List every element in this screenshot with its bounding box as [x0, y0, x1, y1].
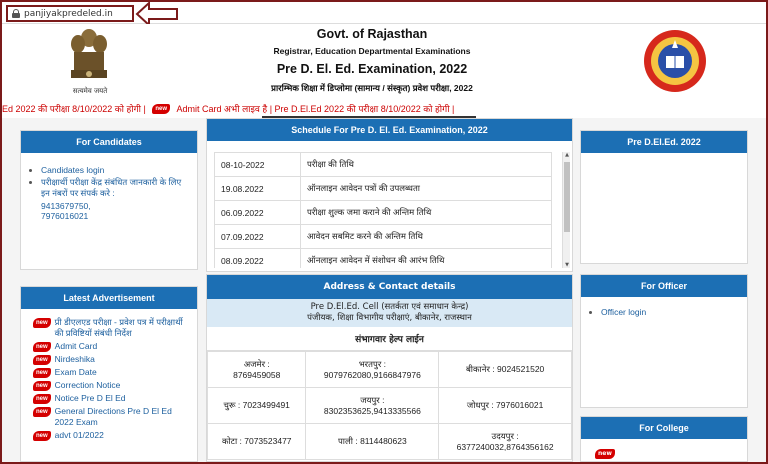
candidates-login-link[interactable]: Candidates login — [41, 165, 105, 175]
adv-item-general-directions[interactable] — [33, 406, 189, 428]
table-row — [215, 177, 552, 201]
helpline-cell: भरतपुर : 9079762080,9166847976 — [306, 352, 439, 388]
new-badge: new — [33, 318, 51, 328]
officer-login-link[interactable]: Officer login — [601, 307, 647, 317]
site-header — [2, 24, 766, 98]
table-row — [215, 153, 552, 177]
officer-login-item[interactable] — [601, 307, 739, 317]
adv-link[interactable]: Correction Notice — [54, 380, 121, 390]
govt-title: Govt. of Rajasthan — [316, 27, 428, 41]
new-badge: new — [33, 381, 51, 391]
schedule-panel-title: Schedule For Pre D. El. Ed. Examination, 2022 — [207, 119, 572, 141]
table-row — [215, 249, 552, 269]
schedule-table-wrap[interactable] — [214, 152, 552, 268]
exam-center-contact-text: परीक्षार्थी परीक्षा केंद्र संबंधित जानकारी के लिए इन नंबरों पर संपर्क करे : — [41, 177, 182, 198]
predeled-panel — [580, 130, 748, 264]
helpline-cell: जोधपुर : 7976016021 — [439, 388, 572, 424]
adv-item-notice[interactable] — [33, 393, 189, 404]
schedule-date: 19.08.2022 — [215, 177, 301, 201]
helpline-cell: बीकानेर : 9024521520 — [439, 352, 572, 388]
adv-link[interactable]: Admit Card — [54, 341, 98, 351]
address-panel-title: Address & Contact details — [207, 275, 572, 299]
marquee-text-2: Admit Card अभी लाइव है | Pre D.El.Ed 2022 की परीक्षा 8/10/2022 को होगी | — [176, 103, 455, 114]
adv-item-advt[interactable] — [33, 430, 189, 441]
hindi-title: प्रारम्भिक शिक्षा में डिप्लोमा (सामान्य / संस्कृत) प्रवेश परीक्षा, 2022 — [271, 83, 473, 93]
schedule-event: परीक्षा की तिथि — [301, 153, 552, 177]
adv-link[interactable]: General Directions Pre D El Ed 2022 Exam — [54, 406, 172, 427]
college-panel — [580, 416, 748, 462]
officer-panel-title: For Officer — [581, 275, 747, 297]
schedule-date: 07.09.2022 — [215, 225, 301, 249]
helpline-table — [207, 351, 572, 460]
schedule-scrollbar[interactable] — [562, 152, 570, 268]
table-row — [208, 424, 572, 460]
helpline-cell: जयपुर : 8302353625,9413335566 — [306, 388, 439, 424]
schedule-event: ऑनलाइन आवेदन पत्रों की उपलब्धता — [301, 177, 552, 201]
table-row — [215, 201, 552, 225]
college-panel-title: For College — [581, 417, 747, 439]
new-badge: new — [33, 368, 51, 378]
schedule-table — [214, 152, 552, 268]
registrar-title: Registrar, Education Departmental Examinations — [273, 46, 471, 56]
scroll-up-icon[interactable]: ▲ — [565, 152, 569, 158]
schedule-date: 08-10-2022 — [215, 153, 301, 177]
candidates-panel — [20, 130, 198, 270]
adv-link[interactable]: Nirdeshika — [54, 354, 95, 364]
scroll-thumb[interactable] — [564, 162, 570, 232]
adv-item-correction-notice[interactable] — [33, 380, 189, 391]
schedule-event: ऑनलाइन आवेदन में संशोधन की आरंभ तिथि — [301, 249, 552, 269]
new-badge: new — [33, 342, 51, 352]
exam-title: Pre D. El. Ed. Examination, 2022 — [276, 62, 468, 76]
arrow-left-icon — [135, 2, 179, 26]
table-row — [215, 225, 552, 249]
url-field[interactable] — [6, 5, 134, 22]
candidates-panel-title: For Candidates — [21, 131, 197, 153]
address-panel — [206, 274, 573, 462]
table-row — [208, 352, 572, 388]
emblem-caption: सत्यमेव जयते — [72, 87, 108, 95]
new-badge: new — [33, 355, 51, 365]
adv-item-exam-date[interactable] — [33, 367, 189, 378]
scroll-down-icon[interactable]: ▼ — [565, 262, 569, 268]
officer-panel — [580, 274, 748, 408]
adv-link[interactable]: Notice Pre D El Ed — [54, 393, 126, 403]
url-text: panjiyakpredeled.in — [24, 8, 113, 19]
adv-link[interactable]: प्री डीएलएड परीक्षा - प्रवेश पत्र में परीक्षार्थी की प्रविष्टियों संबंधी निर्देश — [54, 317, 183, 338]
contact-phone-2: 7976016021 — [41, 211, 89, 221]
news-marquee[interactable] — [2, 98, 766, 118]
helpline-cell: उदयपुर : 6377240032,8764356162 — [439, 424, 572, 460]
adv-item-instructions[interactable] — [33, 317, 189, 339]
table-row — [208, 388, 572, 424]
address-info — [207, 299, 572, 327]
address-line-2: पंजीयक, शिक्षा विभागीय परीक्षाएं, बीकानेर, राजस्थान — [307, 313, 472, 323]
advertisement-panel — [20, 286, 198, 462]
schedule-event: आवेदन सबमिट करने की अन्तिम तिथि — [301, 225, 552, 249]
candidates-login-item[interactable] — [41, 165, 189, 175]
advertisement-panel-title: Latest Advertisement — [21, 287, 197, 309]
browser-address-bar — [2, 2, 766, 24]
schedule-event: परीक्षा शुल्क जमा कराने की अन्तिम तिथि — [301, 201, 552, 225]
adv-link[interactable]: advt 01/2022 — [54, 430, 104, 440]
new-badge: new — [33, 407, 51, 417]
national-emblem-icon — [66, 26, 112, 90]
predeled-panel-title: Pre D.El.Ed. 2022 — [581, 131, 747, 153]
marquee-text-1: Ed 2022 की परीक्षा 8/10/2022 को होगी | — [2, 103, 146, 114]
new-badge: new — [595, 449, 615, 459]
helpline-cell: कोटा : 7073523477 — [208, 424, 306, 460]
adv-item-admit-card[interactable] — [33, 341, 189, 352]
adv-item-nirdeshika[interactable] — [33, 354, 189, 365]
schedule-date: 06.09.2022 — [215, 201, 301, 225]
schedule-date: 08.09.2022 — [215, 249, 301, 269]
address-line-1: Pre D.El.Ed. Cell (सतर्कता एवं समाधान केन्द्र) — [310, 302, 469, 312]
lock-icon — [12, 9, 20, 18]
helpline-cell: चुरू : 7023499491 — [208, 388, 306, 424]
helpline-title: संभागवार हेल्प लाईन — [207, 327, 572, 351]
helpline-cell: पाली : 8114480623 — [306, 424, 439, 460]
adv-link[interactable]: Exam Date — [54, 367, 97, 377]
exam-center-contact-item — [41, 177, 189, 199]
helpline-cell: अजमेर : 8769459058 — [208, 352, 306, 388]
department-logo-icon — [642, 28, 708, 94]
new-badge: new — [33, 394, 51, 404]
new-badge: new — [33, 431, 51, 441]
contact-phone-1: 9413679750, — [41, 201, 91, 211]
new-badge: new — [152, 104, 170, 114]
